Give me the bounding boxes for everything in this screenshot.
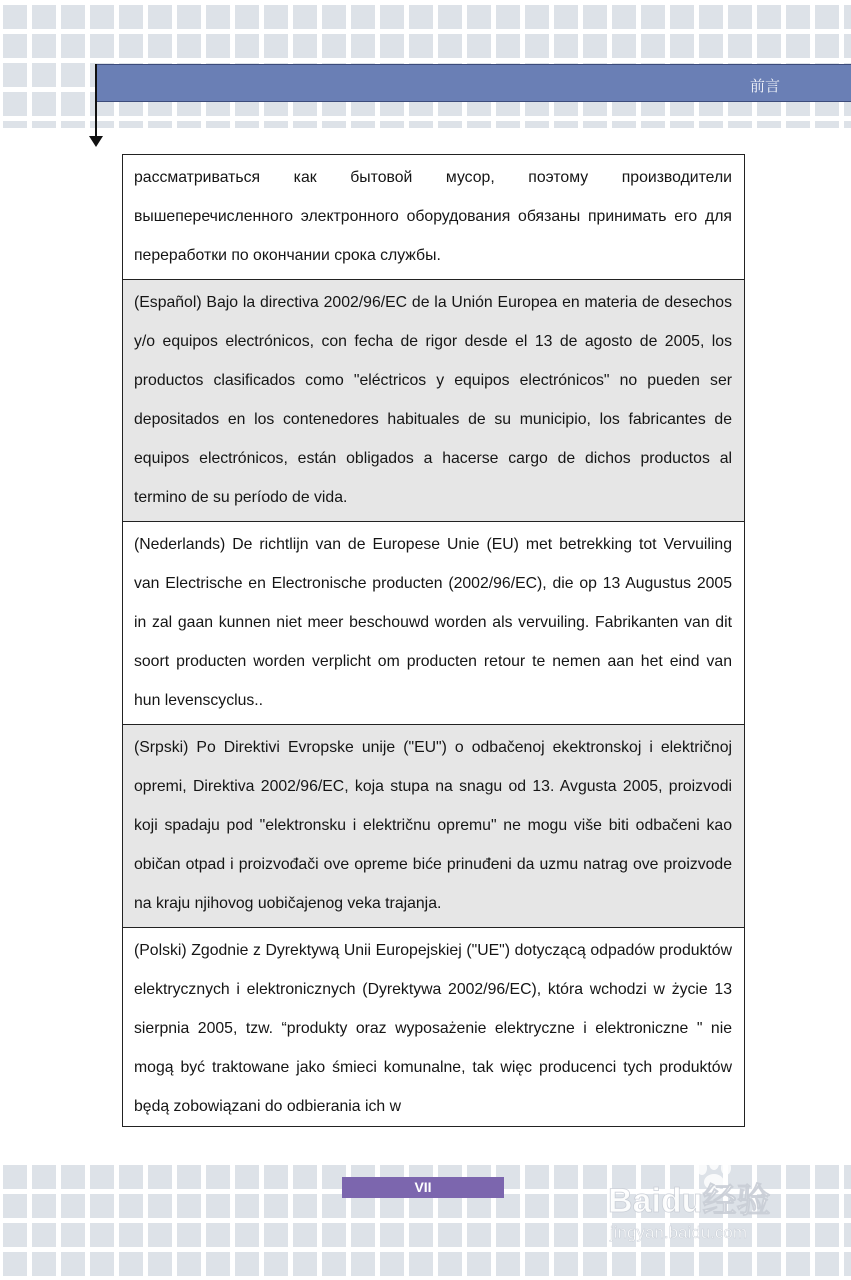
down-arrow-icon (89, 136, 103, 147)
text-block-dutch: (Nederlands) De richtlijn van de Europese Unie (EU) met betrekking tot Vervuiling van Electrische en Electronische producten (2002/96/EC), die op 13 Augustus 2005 in zal gaan kunnen niet meer beschouwd worden als vervuiling. Fabrikanten van dit soort producten worden verplicht om producten retour te nemen aan het eind van hun levenscyclus.. (123, 522, 744, 725)
page-number: VII (342, 1177, 504, 1198)
content-table (122, 154, 745, 1127)
section-title: 前言 (749, 77, 780, 95)
watermark-url: jingyan.baidu.com (610, 1223, 748, 1242)
baidu-watermark (600, 1150, 800, 1250)
text-block-russian: рассматриваться как бытовой мусор, поэтому производители вышеперечисленного электронного оборудования обязаны принимать его для переработки по окончании срока службы. (123, 155, 744, 280)
header-marker-line (95, 64, 97, 138)
header-bar (96, 64, 851, 102)
text-block-polish: (Polski) Zgodnie z Dyrektywą Unii Europejskiej ("UE") dotyczącą odpadów produktów elektrycznych i elektronicznych (Dyrektywa 2002/96/EC), która wchodzi w życie 13 sierpnia 2005, tzw. “produkty oraz wyposażenie elektryczne i elektroniczne " nie mogą być traktowane jako śmieci komunalne, tak więc producenci tych produktów będą zobowiązani do odbierania ich w (134, 942, 732, 1115)
watermark-brand: Baidu经验 (608, 1182, 771, 1220)
text-block-serbian: (Srpski) Po Direktivi Evropske unije ("EU") o odbačenoj ekektronskoj i električnoj opremi, Direktiva 2002/96/EC, koja stupa na snagu od 13. Avgusta 2005, proizvodi koji spadaju pod "elektronsku i električnu opremu" ne mogu više biti odbačeni kao običan otpad i proizvođači ove opreme biće prinuđeni da uzmu natrag ove proizvode na kraju njihovog uobičajenog veka trajanja. (123, 725, 744, 928)
text-block-spanish: (Español) Bajo la directiva 2002/96/EC de la Unión Europea en materia de desechos y/o equipos electrónicos, con fecha de rigor desde el 13 de agosto de 2005, los productos clasificados como "eléctricos y equipos electrónicos" no pueden ser depositados en los contenedores habituales de su municipio, los fabricantes de equipos electrónicos, están obligados a hacerse cargo de dichos productos al termino de su período de vida. (123, 280, 744, 522)
